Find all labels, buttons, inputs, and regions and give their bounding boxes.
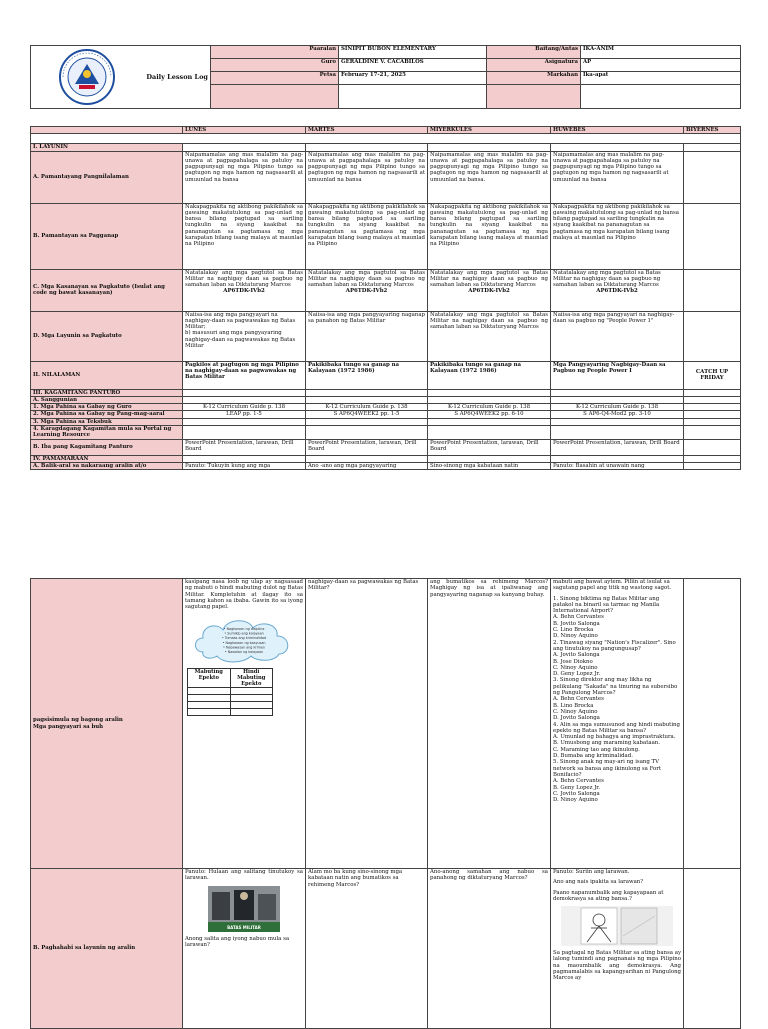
competency-code: AP6TDK-IVb2 — [345, 288, 388, 295]
quiz-line: B. Lino Brocka — [553, 702, 594, 709]
petsa-label: Petsa — [211, 72, 339, 85]
asignatura-value: AP — [581, 59, 741, 72]
quiz-line: C. Ninoy Aquino — [553, 664, 598, 671]
cell: PowerPoint Presentation, larawan, Drill Board — [183, 439, 306, 455]
quiz-line: A. Umunlad ng bahagya ang imprastraktura. — [553, 734, 676, 741]
empty-label — [487, 85, 581, 109]
empty-value — [581, 85, 741, 109]
cell: Naiisa-isa ang mga pangyayari na naghigay-daan sa pagbuo ng "People Power 1" — [551, 311, 684, 361]
empty-value — [339, 85, 487, 109]
paaralan-label: Paaralan — [211, 46, 339, 59]
markahan-value: Ika-apat — [581, 72, 741, 85]
quiz-line: B. Jose Diokno — [553, 658, 593, 665]
guro-label: Guro — [211, 59, 339, 72]
cell: kasipang nasa loob ng ulap ay nagsasaad ng mabuti o hindi mabuting dulot ng Batas Militar. Kumpletuhin at ilagay ito sa tamang kahon sa ibaba. Gawin ito sa iyong sagutang papel. • Nagkaroon ng disiplina • Sumikip ang kalayaan • Tumaas ang kriminalidad • Nagkaroon ng kaayusan • Nabawasan ang krimen • Nawalan ng kalayaan Mabuting Epekto Hindi Mabuting Epekto — [183, 579, 306, 869]
quiz-line: D. Bumaba ang kriminalidad. — [553, 753, 633, 760]
quiz-line: D. Jovito Salonga — [553, 715, 600, 722]
cell: S AP6Q4WEEK2 pp. 6-10 — [428, 411, 551, 418]
quiz-line: 1. Sinong biktima ng Batas Militar ang patakol na binaril sa tarmac ng Manila International Airport? — [553, 595, 660, 615]
cell: Natatalakay ang mga pagtutol sa Batas Militar na naghigay daan sa pagbuo ng samahan laban sa Diktaturang Marcos AP6TDK-IVb2 — [551, 269, 684, 311]
cloud-line: • Nagkaroon ng disiplina — [223, 627, 265, 632]
competency-code: AP6TDK-IVb2 — [468, 288, 510, 295]
quiz-line: A. Behn Cervantes — [553, 696, 604, 703]
cell: mabuti ang bawat aytem. Piliin at isulat sa sagutang papel ang titik ng wastong sagot. 1. Sinong biktima ng Batas Militar ang patakol na binaril sa tarmac ng Manila International Airport? A. Behn Cervantes B. Jovito Salonga C. Lino Brocka D. Ninoy Aquino 2. Tinawag siyang "Nation's Fiscalizer". Sino ang tinutukoy na pangungusap? A. Jovito Salonga B. Jose Diokno C. Ninoy Aquino D. Geny Lopez Jr. 3. Sinong direktor ang may likha ng pelikulang "Sakada" na tinuring na subersibo ng Pangulong Marcos? A. Behn Cervantes B. Lino Brocka C. Ninoy Aquino D. Jovito Salonga 4. Alin sa mga sumusunod ang hindi mabuting epekto ng Batas Militar sa bansa? A. Umunlad ng bahagya ang imprastraktura. B. Umusbong ang maraming kabataan. C. Maraming tao ang ikinulong. D. Bumaba ang kriminalidad. 5. Sinong anak ng may-ari ng isang TV network sa bansa ang ikinulong sa Fort Bonifacio? A. Behn Cervantes B. Geny Lopez Jr. C. Jovito Salonga D. Ninoy Aquino — [551, 579, 684, 869]
cell: Naiisa-isa ang mga pangyayaring naganap sa panahon ng Batas Militar — [306, 311, 428, 361]
cell: Pagkilos at pagtugon ng mga Pilipino na naghigay-daan sa pagwawakas ng Batas Militar — [183, 361, 306, 389]
day-header: LUNES — [183, 127, 306, 134]
row-label: A. Pamantayang Pangnilalaman — [31, 151, 183, 203]
day-header: MIYERKULES — [428, 127, 551, 134]
row-label: B. Iba pang Kagamitang Panturo — [31, 439, 183, 455]
cell: naghigay-daan sa pagwawakas ng Batas Militar? — [306, 579, 428, 869]
cell: Natatalakay ang mga pagtutol sa Batas Militar na naghigay daan sa pagbuo ng samahan laban sa Diktaturyang Marcos — [428, 311, 551, 361]
row-label: II. NILALAMAN — [31, 361, 183, 389]
quiz-line: A. Behn Cervantes — [553, 778, 604, 785]
cloud-icon — [189, 614, 299, 664]
quiz-line: D. Ninoy Aquino — [553, 633, 598, 640]
row-label: 1. Mga Pahina sa Gabay ng Guro — [31, 404, 183, 411]
quiz-line: B. Umusbong ang maraming kabataan. — [553, 740, 660, 747]
row-label: C. Mga Kasanayan sa Pagkatuto (Isulat ang code ng bawat kasanayan) — [31, 269, 183, 311]
quiz-line: 3. Sinong direktor ang may likha ng pelikulang "Sakada" na tinuring na subersibo ng Pangulong Marcos? — [553, 677, 678, 697]
mini-header: Hindi Mabuting Epekto — [230, 669, 273, 688]
cell: LEAP pp. 1-5 — [183, 411, 306, 418]
day-header: HUWEBES — [551, 127, 684, 134]
cell: Nakapagpakita ng aktibong pakikilahok sa gawaing makatutulong sa pag-unlad ng bansa bilang pagtupad sa sariling tungkulin na siyang kaakibat na pananagutan sa pagtamasa ng mga karapatan bilang isang malaya at maunlad na Pilipino — [306, 203, 428, 269]
cell: Panuto: Suriin ang larawan. Ano ang nais ipakita sa larawan? Paano napanumbalik ang kapayapaan at demokrasya sa ating bansa.? Sa pagtagal ng Batas Militar sa ating bansa ay lalong tumindi ang pagnanais ng mga Pilipino na maoumbalik ang demokrasya. Ang pagmamalabis sa kapangyarihan ni Pangulong Marcos ay — [551, 869, 684, 1029]
cell: Nakapagpakita ng aktibong pakikilahok sa gawaing makatutulong sa pag-unlad ng bansa bilang pagtupad sa sariling tungkulin na siyang kaakibat na pananagutan sa pagtamasa ng mga karapatan bilang isang malaya at maunlad na Pilipino — [183, 203, 306, 269]
row-label: D. Mga Layunin sa Pagkatuto — [31, 311, 183, 361]
row-label: pagsisimula ng bagong aralin Mga pangyayari sa buh — [31, 579, 183, 869]
cell: Naipamamalas ang mas malalim na pag-unawa at pagpapahalaga sa patuloy na pagpupunyagi ng mga Pilipino tungo sa pagtugon ng mga hamon ng nagsasarili at umuunlad na bansa. — [428, 151, 551, 203]
catch-up-friday: CATCH UP FRIDAY — [684, 361, 741, 389]
cloud-line: • Sumikip ang kalayaan — [224, 632, 264, 637]
section-kagamitan: III. KAGAMITANG PANTURO — [31, 389, 183, 396]
quiz-line: 2. Tinawag siyang "Nation's Fiscalizer". Sino ang tinutukoy na pangungusap? — [553, 639, 676, 652]
cell: Natatalakay ang mga pagtutol sa Batas Militar na naghigay daan sa pagbuo ng samahan laban sa Diktaturang Marcos AP6TDK-IVb2 — [306, 269, 428, 311]
cell: Natatalakay ang mga pagtutol sa Batas Militar na naghigay daan sa pagbuo ng samahan laban sa Diktaturang Marcos AP6TDK-IVb2 — [428, 269, 551, 311]
row-label: 3. Mga Pahina sa Teksbuk — [31, 418, 183, 425]
cell: PowerPoint Presentation, larawan, Drill Board — [551, 439, 684, 455]
cell: PowerPoint Presentation, larawan, Drill Board — [306, 439, 428, 455]
cell: S AP6Q4WEEK2 pp. 1-5 — [306, 411, 428, 418]
asignatura-label: Asignatura — [487, 59, 581, 72]
competency-code: AP6TDK-IVb2 — [596, 288, 638, 295]
cell: K-12 Curriculum Guide p. 138 — [306, 404, 428, 411]
cell: Ano-anong samahan ang nabuo sa panahong ng diktaturyang Marcos? — [428, 869, 551, 1029]
cell: PowerPoint Presentation, larawan, Drill Board — [428, 439, 551, 455]
cell: Pakikibaka tungo sa ganap na Kalayaan (1972 1986) — [428, 361, 551, 389]
header-table — [30, 45, 741, 109]
empty-label — [211, 85, 339, 109]
cell: Panuto: Basahin at unawain nang — [551, 462, 684, 469]
cell: Pakikibaka tungo sa ganap na Kalayaan (1972 1986) — [306, 361, 428, 389]
cell: Naiisa-isa ang mga pangyayari na naghigay-daan sa pagwawakas ng Batas Militar; b) masusuri ang mga pangyayaring naghigay-daan sa pagwawakas ng Batas Militar — [183, 311, 306, 361]
dll-title: Daily Lesson Log — [146, 72, 208, 81]
cloud-line: • Nagkaroon ng kaayusan — [222, 641, 266, 646]
people-power-photo — [561, 906, 673, 946]
competency-code: AP6TDK-IVb2 — [223, 288, 265, 295]
cell: K-12 Curriculum Guide p. 138 — [183, 404, 306, 411]
cell: Panuto: Tukuyin kung ang mga — [183, 462, 306, 469]
quiz-line: C. Maraming tao ang ikinulong. — [553, 746, 640, 753]
quiz-line: B. Geny Lopez Jr. — [553, 784, 600, 791]
row-label: A. Sanggunian — [31, 396, 183, 403]
row-label: B. Pamantayan sa Pagganap — [31, 203, 183, 269]
cell: Sino-sinong mga kabataan natin — [428, 462, 551, 469]
cell: K-12 Curriculum Guide p. 138 — [551, 404, 684, 411]
section-layunin: I. LAYUNIN — [31, 144, 183, 151]
quiz-line: D. Geny Lopez Jr. — [553, 671, 601, 678]
martial-law-photo — [208, 886, 280, 932]
baitang-label: Baitang/Antas — [487, 46, 581, 59]
effects-table — [187, 668, 273, 716]
cloud-line: • Nabawasan ang krimen — [223, 645, 265, 650]
day-header: BIYERNES — [684, 127, 741, 134]
cell: Nakapagpakita ng aktibong pakikilahok sa gawaing makatutulong sa pag-unlad ng bansa bilang pagtupad sa sariling tungkulin na siyang kaakibat na pananagutan sa pagtamasa ng mga karapatan bilang isang malaya at maunlad na Pilipino — [551, 203, 684, 269]
cell: Panuto: Hulaan ang salitang tinutukoy sa larawan. BATAS MILITAR Anong salita ang iyong nabuo mula sa larawan? — [183, 869, 306, 1029]
cell: S AP6-Q4-Mod2 pp. 3-10 — [551, 411, 684, 418]
guro-value: GERALDINE V. CACABILOS — [339, 59, 487, 72]
cloud-line: • Nawalan ng kalayaan — [224, 650, 264, 655]
quiz-line: A. Jovito Salonga — [553, 652, 600, 659]
quiz-line: C. Jovito Salonga — [553, 790, 600, 797]
row-label: A. Balik-aral sa nakaraang aralin at/o — [31, 462, 183, 469]
cell: Ano -ano ang mga pangyayaring — [306, 462, 428, 469]
quiz-line: C. Lino Brocka — [553, 627, 594, 634]
logo-cell — [31, 46, 211, 109]
section-pamamaraan: IV. PAMAMARAAN — [31, 455, 183, 462]
day-header: MARTES — [306, 127, 428, 134]
cell: K-12 Curriculum Guide p. 138 — [428, 404, 551, 411]
cloud-line: • Tumaas ang kriminalidad — [221, 636, 267, 641]
quiz-line: A. Behn Cervantes — [553, 614, 604, 621]
quiz-line: 5. Sinong anak ng may-ari ng isang TV network sa bansa ang ikinulong sa Fort Bonifacio? — [553, 759, 662, 778]
petsa-value: February 17-21, 2025 — [339, 72, 487, 85]
quiz-questions — [553, 596, 681, 804]
cell: Naipamamalas ang mas malalim na pag-unawa at pagpapahalaga sa patuloy na pagpupunyagi ng mga Pilipino tungo sa pagtugon ng mga hamon ng nagsasarili at umuunlad na bansa — [551, 151, 684, 203]
row-label: 2. Mga Pahina sa Gabay ng Pang-mag-aaral — [31, 411, 183, 418]
baitang-value: IKA-ANIM — [581, 46, 741, 59]
quiz-line: B. Jovito Salonga — [553, 620, 600, 627]
corner-cell — [31, 127, 183, 134]
mini-header: Mabuting Epekto — [188, 669, 231, 688]
cell: ang bumatikos sa rehimeng Marcos? Maghigay ng isa at ipaliwanag ang pangyayaring naganap sa kanyang buhay. — [428, 579, 551, 869]
row-label: 4. Karagdagang Kagamitan mula sa Portal ng Learning Resource — [31, 426, 183, 440]
cell: Naipamamalas ang mas malalim na pag-unawa at pagpapahalaga sa patuloy na pagpupunyagi ng mga Pilipino tungo sa pagtugon ng mga hamon ng nagsasarili at umuunlad na bansa — [183, 151, 306, 203]
paaralan-value: SINIPIT BUBON ELEMENTARY — [339, 46, 487, 59]
cell: Naipamamalas ang mas malalim na pag-unawa at pagpapahalaga sa patuloy na pagpupunyagi ng mga Pilipino tungo sa pagtugon ng mga hamon ng nagsasarili at umuunlad na bansa — [306, 151, 428, 203]
cell: Nakapagpakita ng aktibong pakikilahok sa gawaing makatutulong sa pag-unlad ng bansa bilang pagtupad sa sariling tungkulin na siyang kaakibat na pananagutan sa pagtamasa ng mga karapatan bilang isang malaya at maunlad na Pilipino — [428, 203, 551, 269]
quiz-line: D. Ninoy Aquino — [553, 797, 598, 804]
cell: Natatalakay ang mga pagtutol sa Batas Militar na naghigay daan sa pagbuo ng samahan laban sa Diktaturang Marcos AP6TDK-IVb2 — [183, 269, 306, 311]
row-label: B. Paghahabi sa layunin ng aralin — [31, 869, 183, 1029]
lesson-table — [30, 126, 741, 470]
deped-seal-icon — [51, 48, 123, 106]
markahan-label: Markahan — [487, 72, 581, 85]
cell: Mga Pangyayaring Nagbigay-Daan sa Pagbuo ng People Power I — [551, 361, 684, 389]
photo-caption: BATAS MILITAR — [227, 924, 261, 930]
quiz-line: C. Ninoy Aquino — [553, 708, 598, 715]
cell: Alam mo ba kung sino-sinong mga kabataan natin ang bumatikos sa rehimeng Marcos? — [306, 869, 428, 1029]
quiz-line: 4. Alin sa mga sumusunod ang hindi mabuting epekto ng Batas Militar sa bansa? — [553, 721, 680, 734]
continuation-table — [30, 578, 741, 1029]
